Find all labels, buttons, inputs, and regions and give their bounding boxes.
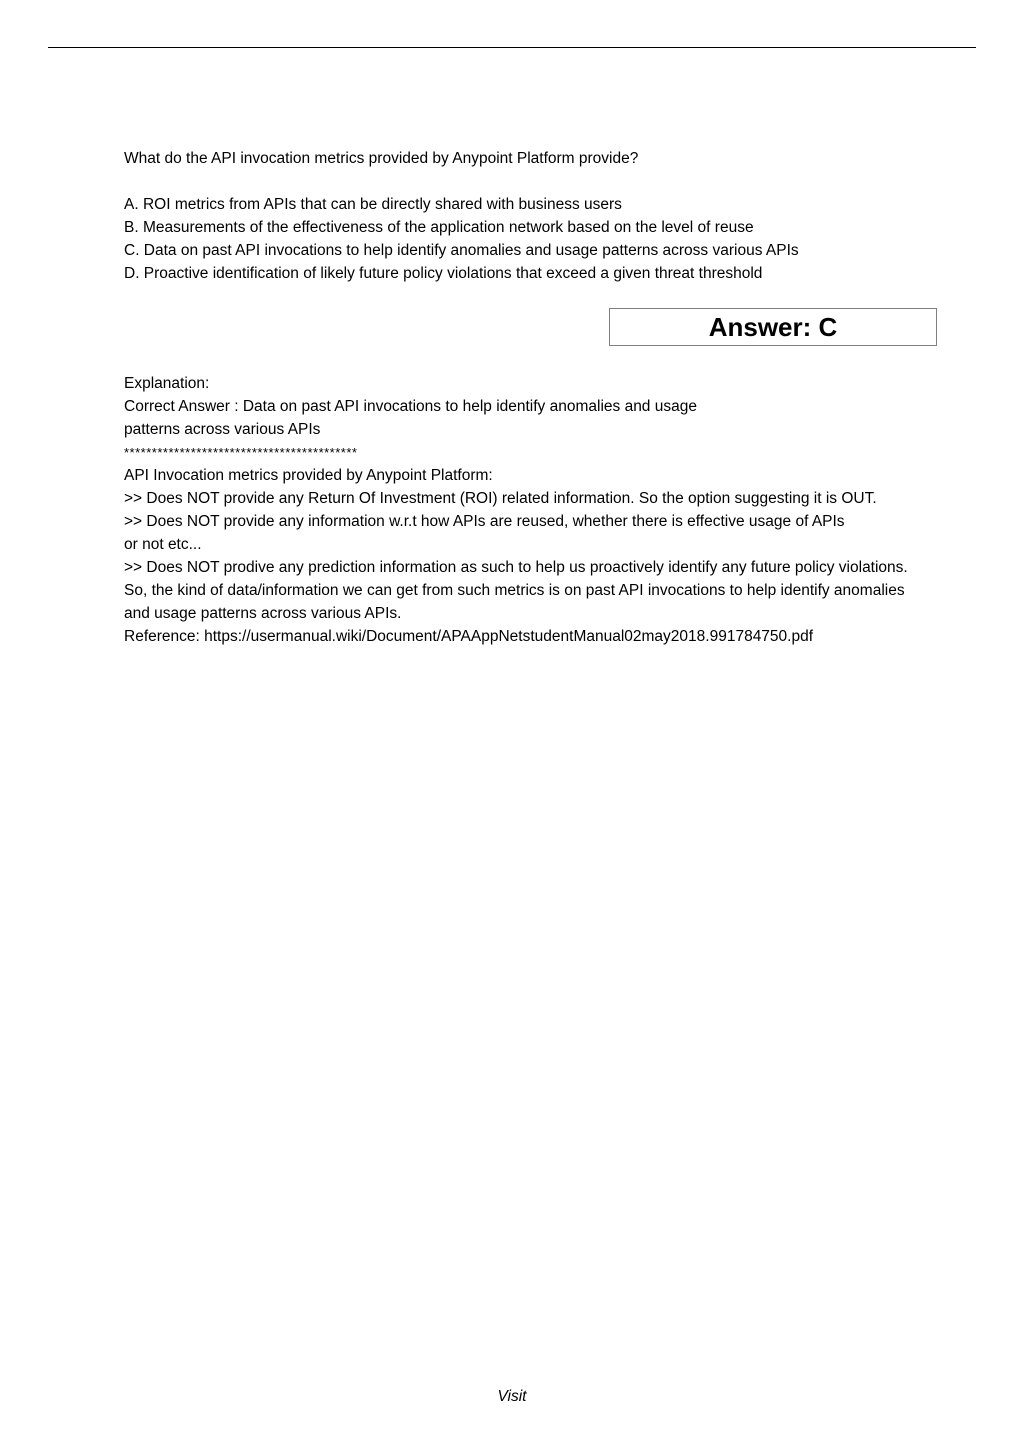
point-reuse-line-1: >> Does NOT provide any information w.r.t how APIs are reused, whether there is effective usage of APIs <box>124 513 845 530</box>
option-d: D. Proactive identification of likely future policy violations that exceed a given threat threshold <box>124 265 763 282</box>
separator-stars: ****************************************** <box>124 445 358 460</box>
spacer <box>124 170 944 193</box>
explanation-block <box>124 372 934 648</box>
reference-link[interactable]: Reference: https://usermanual.wiki/Document/APAAppNetstudentManual02may2018.991784750.pdf <box>124 628 814 645</box>
question-text: What do the API invocation metrics provided by Anypoint Platform provide? <box>124 150 639 167</box>
option-b: B. Measurements of the effectiveness of the application network based on the level of reuse <box>124 219 754 236</box>
point-prediction: >> Does NOT prodive any prediction information as such to help us proactively identify any future policy violations. <box>124 559 908 576</box>
answer-box <box>609 308 937 346</box>
question-block <box>124 147 944 285</box>
correct-answer-line-1: Correct Answer : Data on past API invocations to help identify anomalies and usage <box>124 398 697 415</box>
conclusion-text: So, the kind of data/information we can get from such metrics is on past API invocations to help identify anomalies and usage patterns across various APIs. <box>124 582 905 622</box>
answer-label: Answer: C <box>708 312 838 342</box>
point-roi: >> Does NOT provide any Return Of Investment (ROI) related information. So the option suggesting it is OUT. <box>124 490 877 507</box>
option-a: A. ROI metrics from APIs that can be directly shared with business users <box>124 196 622 213</box>
footer-visit[interactable]: Visit <box>497 1388 527 1405</box>
explanation-heading: Explanation: <box>124 375 210 392</box>
option-c: C. Data on past API invocations to help identify anomalies and usage patterns across various APIs <box>124 242 799 259</box>
point-reuse-line-2: or not etc... <box>124 536 202 553</box>
header-rule <box>48 47 976 48</box>
metrics-intro: API Invocation metrics provided by Anypoint Platform: <box>124 467 493 484</box>
correct-answer-line-2: patterns across various APIs <box>124 421 321 438</box>
